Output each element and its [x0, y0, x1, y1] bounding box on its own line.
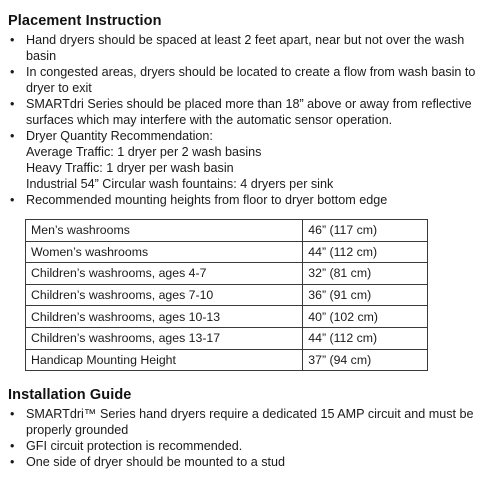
- installation-heading: Installation Guide: [8, 387, 132, 403]
- table-row: [26, 284, 428, 306]
- table-cell-location: Children’s washrooms, ages 13-17: [26, 327, 303, 349]
- table-cell-height: 32” (81 cm): [303, 263, 428, 285]
- list-item: • SMARTdri Series should be placed more than 18” above or away from reflective surfaces which may interfere with the automatic sensor operation.: [8, 96, 494, 128]
- table-cell-height: 40” (102 cm): [303, 306, 428, 328]
- placement-list: [8, 32, 494, 208]
- table-cell-location: Children’s washrooms, ages 10-13: [26, 306, 303, 328]
- list-item: • Recommended mounting heights from floor to dryer bottom edge: [8, 192, 494, 208]
- list-item: • SMARTdri™ Series hand dryers require a dedicated 15 AMP circuit and must be properly grounded: [8, 406, 494, 438]
- quantity-heading: • Dryer Quantity Recommendation:: [26, 129, 213, 143]
- list-item: • One side of dryer should be mounted to a stud: [8, 454, 494, 470]
- table-cell-height: 44” (112 cm): [303, 327, 428, 349]
- table-cell-height: 44” (112 cm): [303, 241, 428, 263]
- table-cell-height: 46” (117 cm): [303, 220, 428, 242]
- quantity-line: Industrial 54” Circular wash fountains: 4 dryers per sink: [26, 177, 334, 191]
- quantity-line: Heavy Traffic: 1 dryer per wash basin: [26, 161, 234, 175]
- list-item-quantity: [8, 128, 494, 192]
- table-row: [26, 220, 428, 242]
- list-item: • In congested areas, dryers should be located to create a flow from wash basin to dryer to exit: [8, 64, 494, 96]
- table-cell-location: Children’s washrooms, ages 7-10: [26, 284, 303, 306]
- table-cell-location: Handicap Mounting Height: [26, 349, 303, 371]
- mounting-heights-table: [25, 219, 428, 371]
- table-cell-height: 37” (94 cm): [303, 349, 428, 371]
- list-item: • GFI circuit protection is recommended.: [8, 438, 494, 454]
- table-row: [26, 349, 428, 371]
- table-row: [26, 327, 428, 349]
- installation-list: [8, 406, 494, 470]
- quantity-line: Average Traffic: 1 dryer per 2 wash basins: [26, 145, 262, 159]
- table-row: [26, 306, 428, 328]
- placement-heading: Placement Instruction: [8, 13, 162, 29]
- list-item: • Hand dryers should be spaced at least 2 feet apart, near but not over the wash basin: [8, 32, 494, 64]
- table-cell-location: Women’s washrooms: [26, 241, 303, 263]
- table-cell-height: 36” (91 cm): [303, 284, 428, 306]
- table-cell-location: Children’s washrooms, ages 4-7: [26, 263, 303, 285]
- table-row: [26, 241, 428, 263]
- table-row: [26, 263, 428, 285]
- table-cell-location: Men’s washrooms: [26, 220, 303, 242]
